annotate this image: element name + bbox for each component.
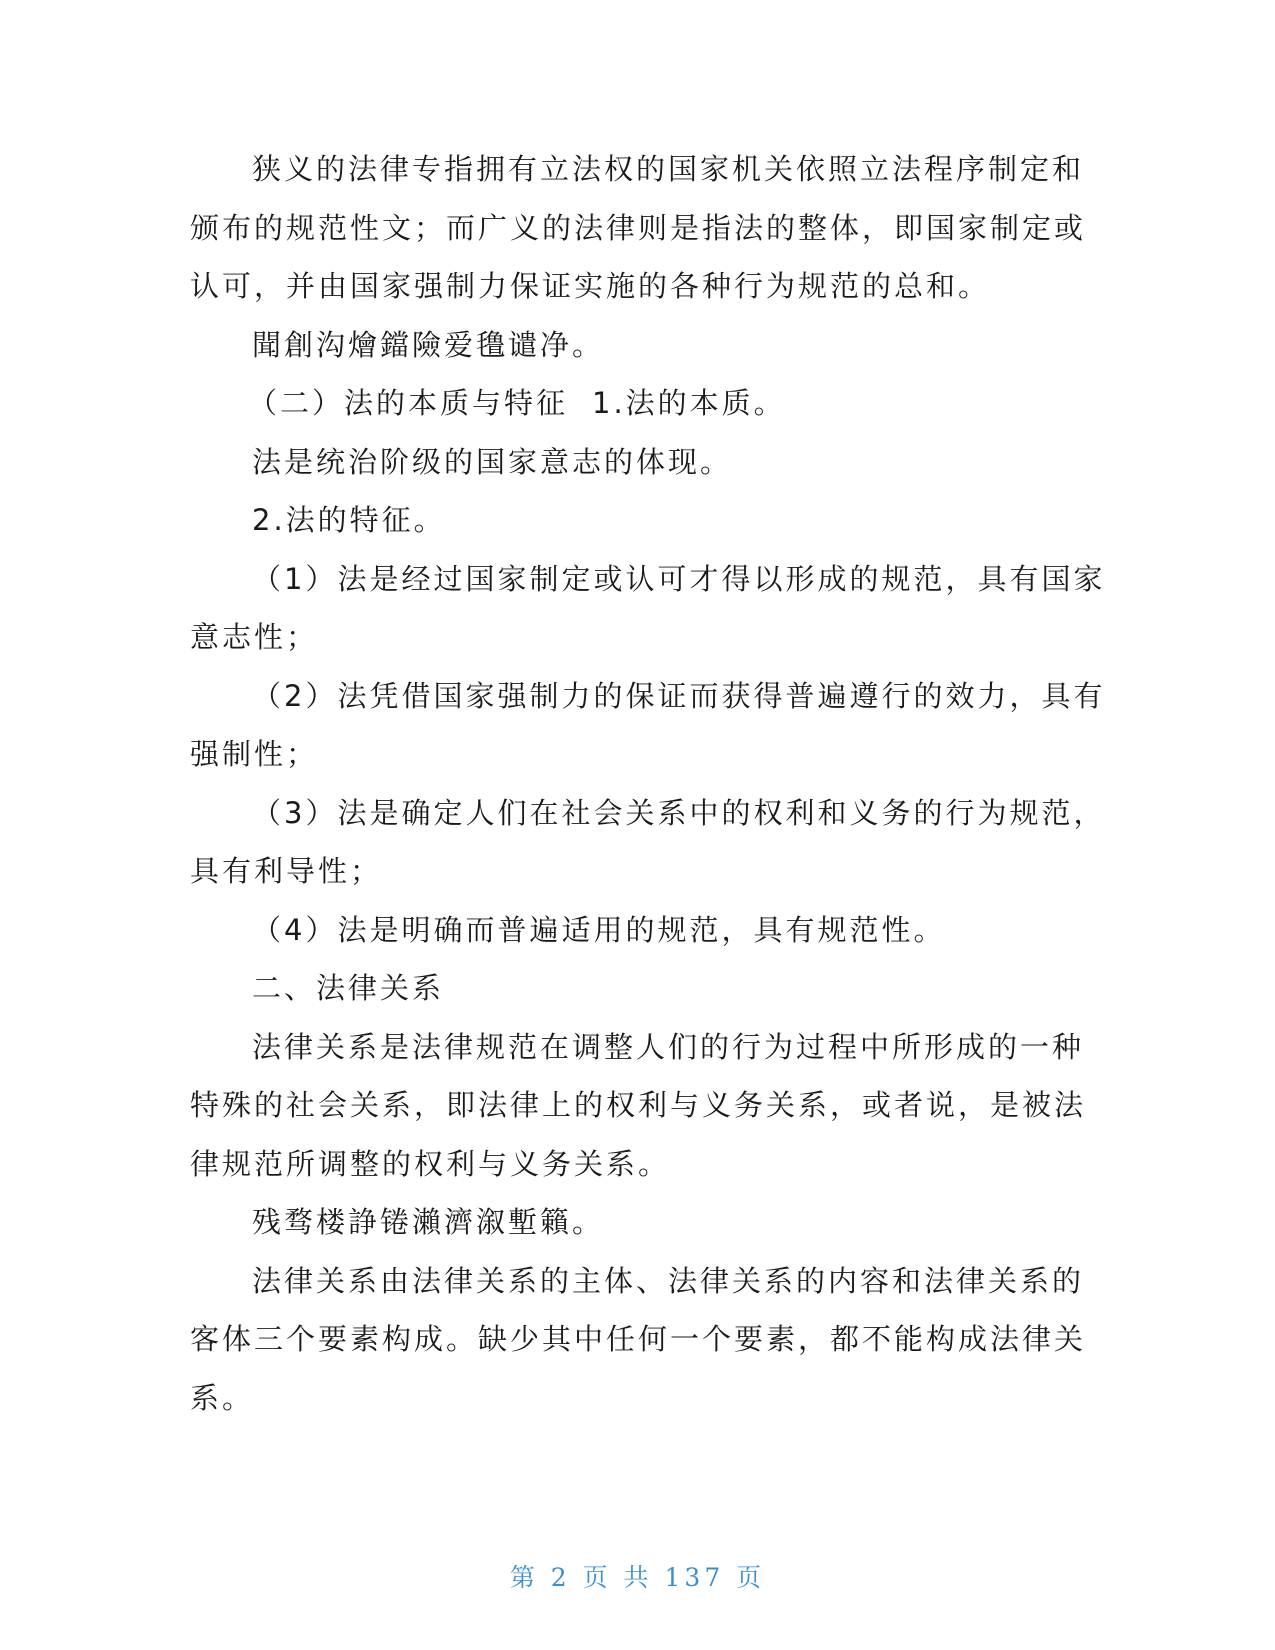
- list-item-feature-2: [190, 667, 1106, 784]
- section-heading-legal-relations: 二、法律关系: [252, 971, 445, 1005]
- paragraph-legal-relation-elements: [190, 1252, 1087, 1428]
- list-item-feature-1: [190, 550, 1106, 667]
- text-line: （3）法是确定人们在社会关系中的权利和义务的行为规范，: [252, 795, 1106, 830]
- paragraph-nature: 法是统治阶级的国家意志的体现。: [252, 444, 733, 479]
- page-number-footer: 第 2 页 共 137 页: [509, 1563, 766, 1592]
- text-line: 意志性；: [190, 620, 319, 654]
- text-line: 法律关系是法律规范在调整人们的行为过程中所形成的一种: [252, 1029, 1085, 1064]
- text-line: 强制性；: [190, 737, 319, 771]
- text-line: 颁布的规范性文；而广义的法律则是指法的整体，即国家制定或: [190, 210, 1087, 245]
- paragraph-legal-relation-definition: [190, 1018, 1087, 1194]
- text-line: 系。: [190, 1380, 255, 1415]
- section-heading-nature-features: [190, 374, 1080, 433]
- text-line: 法律关系由法律关系的主体、法律关系的内容和法律关系的: [252, 1263, 1085, 1298]
- text-line: （1）法是经过国家制定或认可才得以形成的规范，具有国家: [252, 561, 1106, 596]
- text-line: 律规范所调整的权利与义务关系。: [190, 1146, 671, 1181]
- text-line: 认可，并由国家强制力保证实施的各种行为规范的总和。: [190, 269, 991, 303]
- text-line: 具有利导性；: [190, 854, 383, 888]
- text-line: 客体三个要素构成。缺少其中任何一个要素，都不能构成法律关: [190, 1322, 1087, 1356]
- document-body: [190, 140, 1106, 1427]
- paragraph-narrow-broad-law: [190, 140, 1087, 316]
- heading-right: 1.法的本质。: [592, 386, 786, 420]
- list-item-feature-4: （4）法是明确而普遍适用的规范，具有规范性。: [252, 912, 946, 947]
- list-item-feature-3: [190, 784, 1106, 901]
- subheading-features: 2.法的特征。: [252, 503, 446, 537]
- text-line: 狭义的法律专指拥有立法权的国家机关依照立法程序制定和: [252, 152, 1085, 186]
- text-line: 特殊的社会关系，即法律上的权利与义务关系，或者说，是被法: [190, 1088, 1087, 1122]
- heading-left: （二）法的本质与特征: [248, 386, 569, 420]
- garbled-watermark-text: 聞創沟燴鐺險爱氇谴净。: [252, 327, 605, 362]
- text-line: （2）法凭借国家强制力的保证而获得普遍遵行的效力，具有: [252, 678, 1106, 713]
- garbled-watermark-text: 残骛楼諍锩瀨濟溆塹籟。: [252, 1205, 605, 1239]
